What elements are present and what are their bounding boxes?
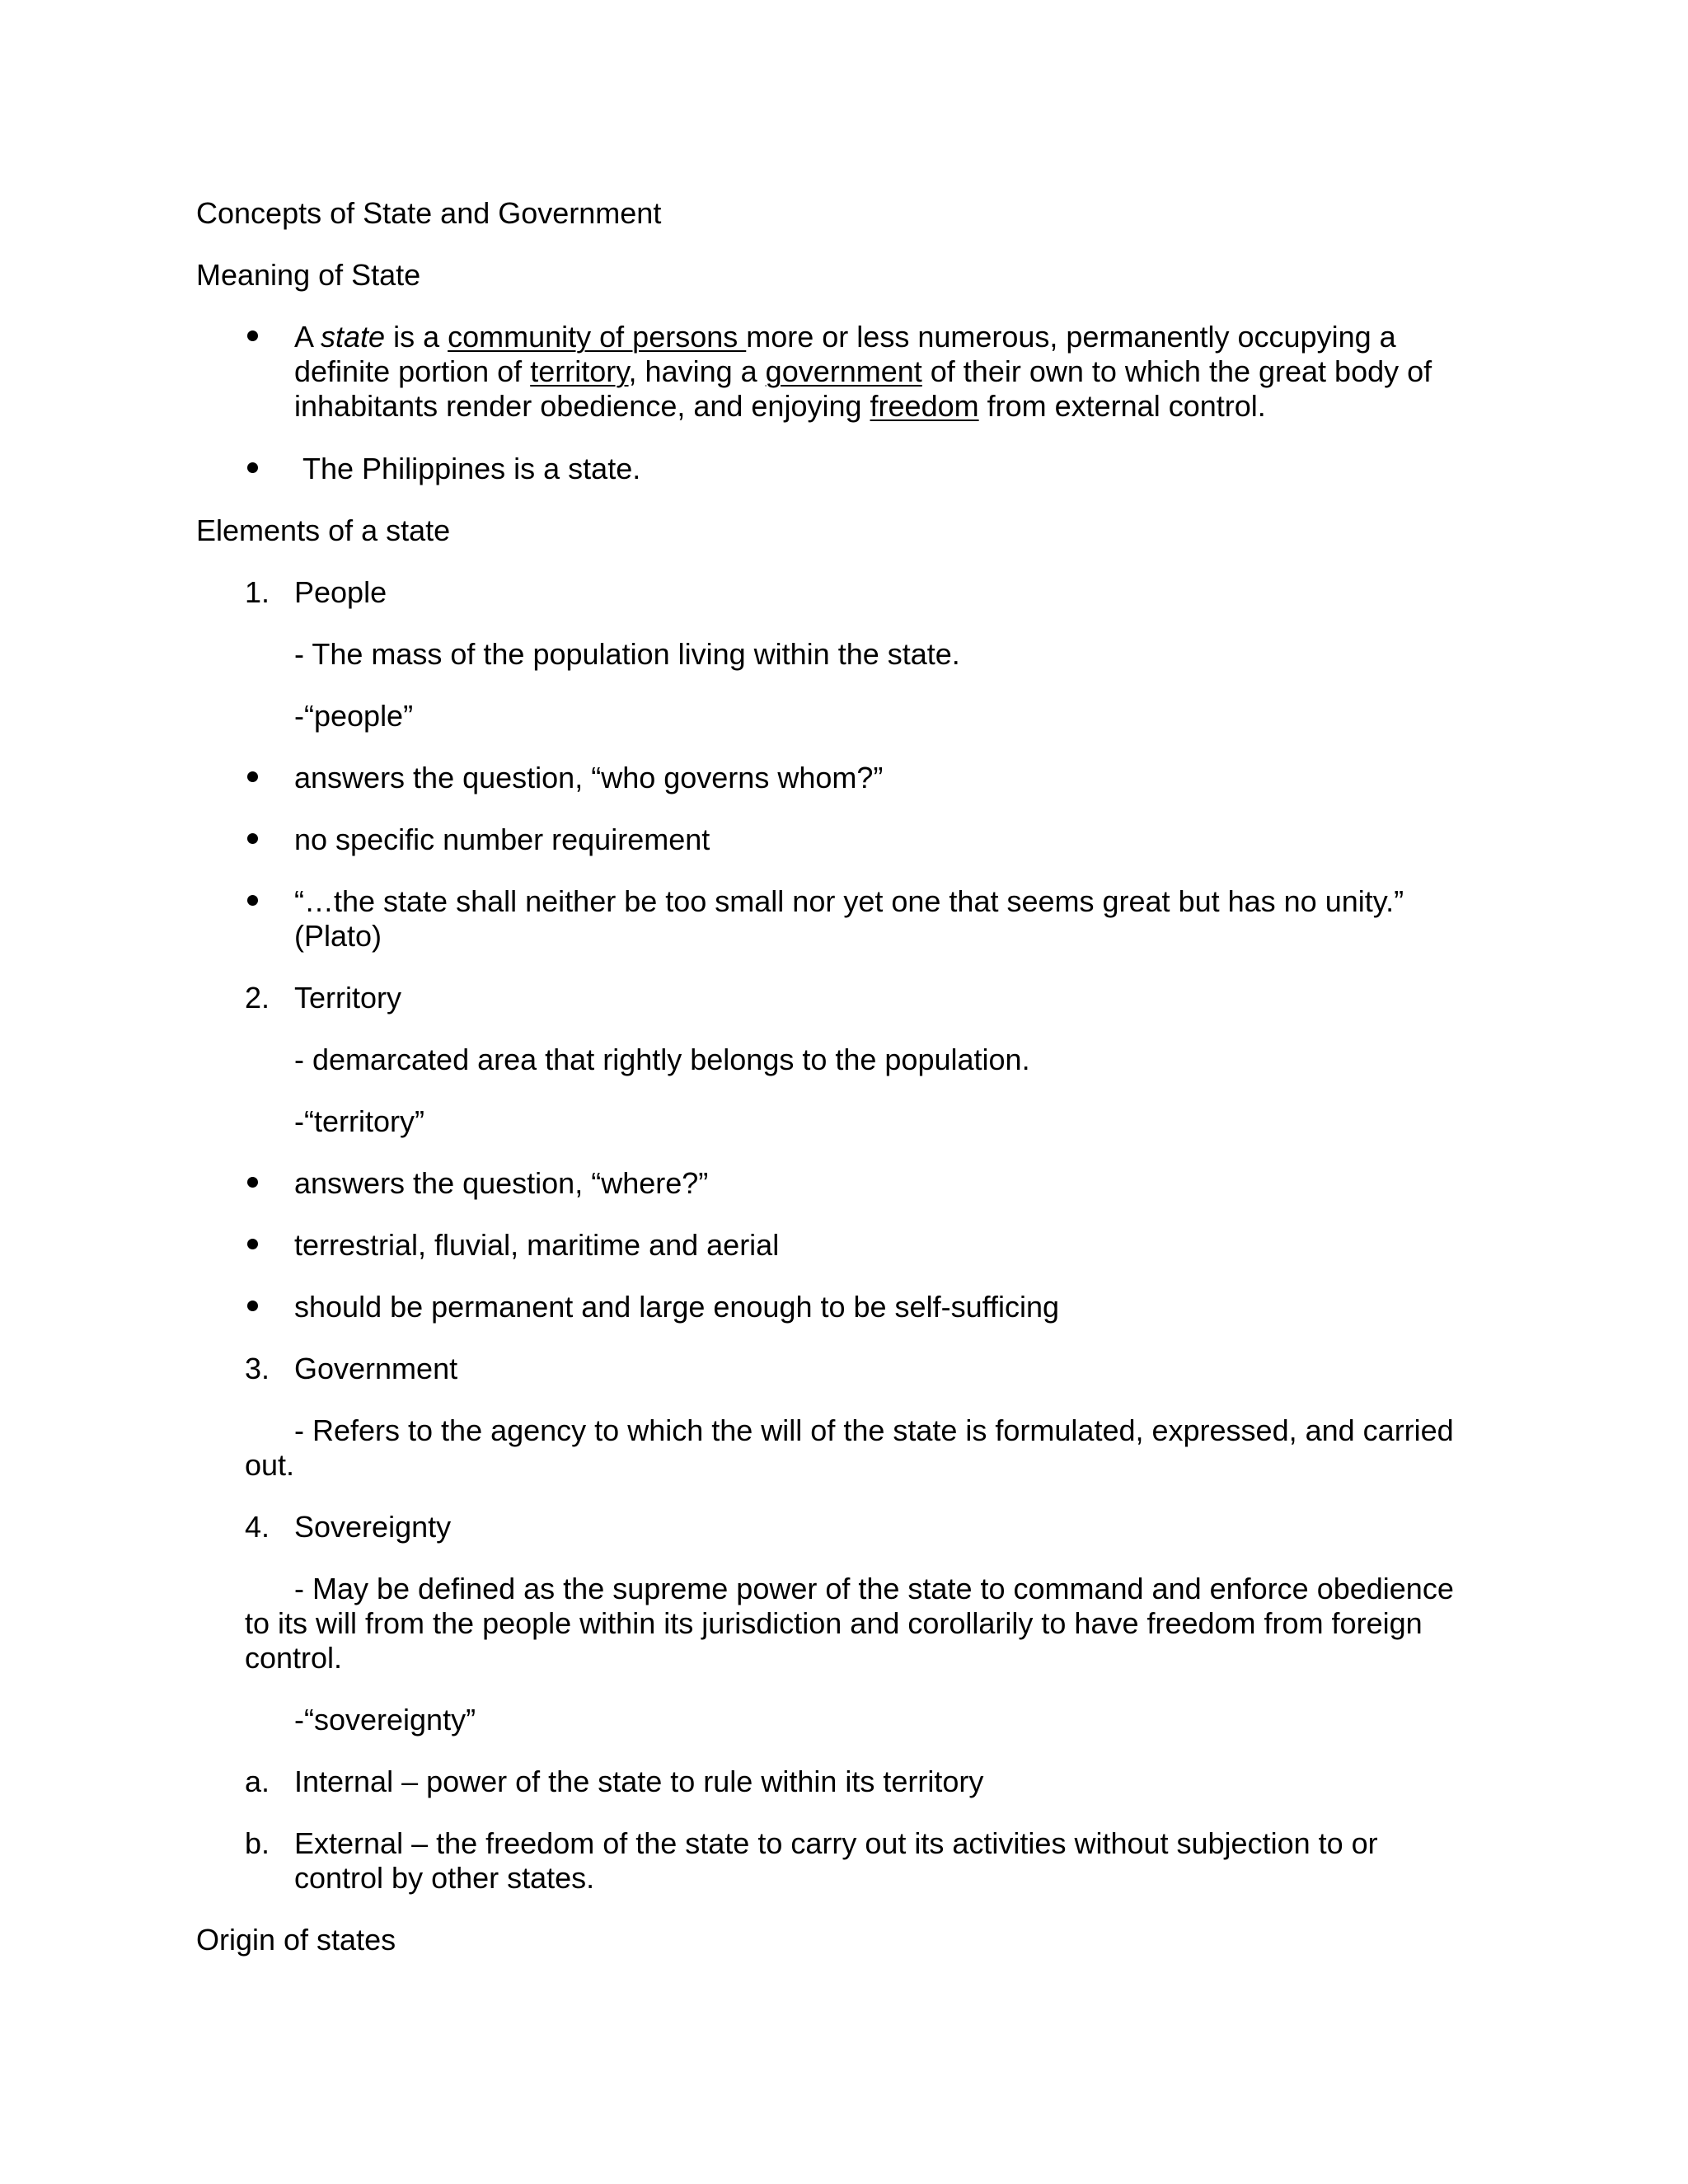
heading-elements-of-a-state: Elements of a state — [196, 513, 451, 547]
philippines-statement: The Philippines is a state. — [302, 452, 641, 485]
element-government-description-line-2: out. — [245, 1448, 295, 1482]
people-bullet-3-line-2: (Plato) — [294, 919, 382, 953]
sovereignty-external-line-2: control by other states. — [294, 1861, 595, 1895]
document-title: Concepts of State and Government — [196, 196, 662, 230]
definition-line-1 — [294, 320, 1396, 354]
definition-text: inhabitants render obedience, and enjoying — [294, 389, 870, 423]
bullet-icon — [247, 771, 258, 782]
definition-text: , having a — [628, 354, 766, 388]
definition-text: from external control. — [978, 389, 1266, 423]
list-number: 4. — [245, 1510, 270, 1544]
bullet-icon — [247, 1301, 258, 1311]
element-people-label: People — [294, 575, 387, 609]
element-territory-description: - demarcated area that rightly belongs to the population. — [294, 1043, 1030, 1076]
definition-text: A — [294, 320, 321, 354]
people-bullet-2: no specific number requirement — [294, 823, 710, 856]
list-letter: b. — [245, 1826, 270, 1860]
bullet-icon — [247, 895, 258, 906]
list-number: 3. — [245, 1352, 270, 1385]
territory-bullet-3: should be permanent and large enough to be self-sufficing — [294, 1290, 1059, 1324]
element-territory-label: Territory — [294, 981, 402, 1015]
definition-term-state: state — [321, 320, 386, 354]
element-sovereignty-description-line-1: - May be defined as the supreme power of the state to command and enforce obedience — [294, 1572, 1454, 1605]
element-sovereignty-label: Sovereignty — [294, 1510, 452, 1544]
sovereignty-internal: Internal – power of the state to rule within its territory — [294, 1765, 984, 1798]
territory-bullet-2: terrestrial, fluvial, maritime and aerial — [294, 1228, 780, 1262]
element-people-description: - The mass of the population living within the state. — [294, 637, 960, 671]
bullet-icon — [247, 330, 258, 341]
definition-text: of their own to which the great body of — [921, 354, 1432, 388]
element-government-label: Government — [294, 1352, 458, 1385]
heading-origin-of-states: Origin of states — [196, 1923, 396, 1957]
element-territory-term: -“territory” — [294, 1104, 424, 1138]
list-letter: a. — [245, 1765, 270, 1798]
list-number: 1. — [245, 575, 270, 609]
bullet-icon — [247, 1177, 258, 1188]
definition-term-territory: territory — [530, 354, 629, 388]
element-people-term: -“people” — [294, 699, 414, 733]
definition-text: more or less numerous, permanently occupying a — [746, 320, 1396, 354]
people-bullet-1: answers the question, “who governs whom?” — [294, 761, 884, 794]
heading-meaning-of-state: Meaning of State — [196, 258, 421, 292]
list-number: 2. — [245, 981, 270, 1015]
definition-term-community: community of persons — [448, 320, 747, 354]
definition-term-freedom: freedom — [870, 389, 979, 423]
definition-line-3 — [294, 389, 1266, 424]
definition-line-2 — [294, 354, 1432, 389]
sovereignty-external-line-1: External – the freedom of the state to carry out its activities without subjection to or — [294, 1826, 1378, 1860]
territory-bullet-1: answers the question, “where?” — [294, 1166, 709, 1200]
element-sovereignty-description-line-2: to its will from the people within its jurisdiction and corollarily to have freedom from foreign — [245, 1606, 1423, 1640]
definition-term-government: government — [765, 354, 922, 388]
element-sovereignty-term: -“sovereignty” — [294, 1703, 476, 1736]
definition-text: is a — [385, 320, 448, 354]
bullet-icon — [247, 462, 258, 473]
people-bullet-3-line-1: “…the state shall neither be too small nor yet one that seems great but has no unity.” — [294, 884, 1404, 918]
bullet-icon — [247, 1239, 258, 1249]
definition-text: definite portion of — [294, 354, 531, 388]
element-sovereignty-description-line-3: control. — [245, 1641, 343, 1675]
bullet-icon — [247, 833, 258, 844]
element-government-description-line-1: - Refers to the agency to which the will of the state is formulated, expressed, and carried — [294, 1413, 1454, 1447]
